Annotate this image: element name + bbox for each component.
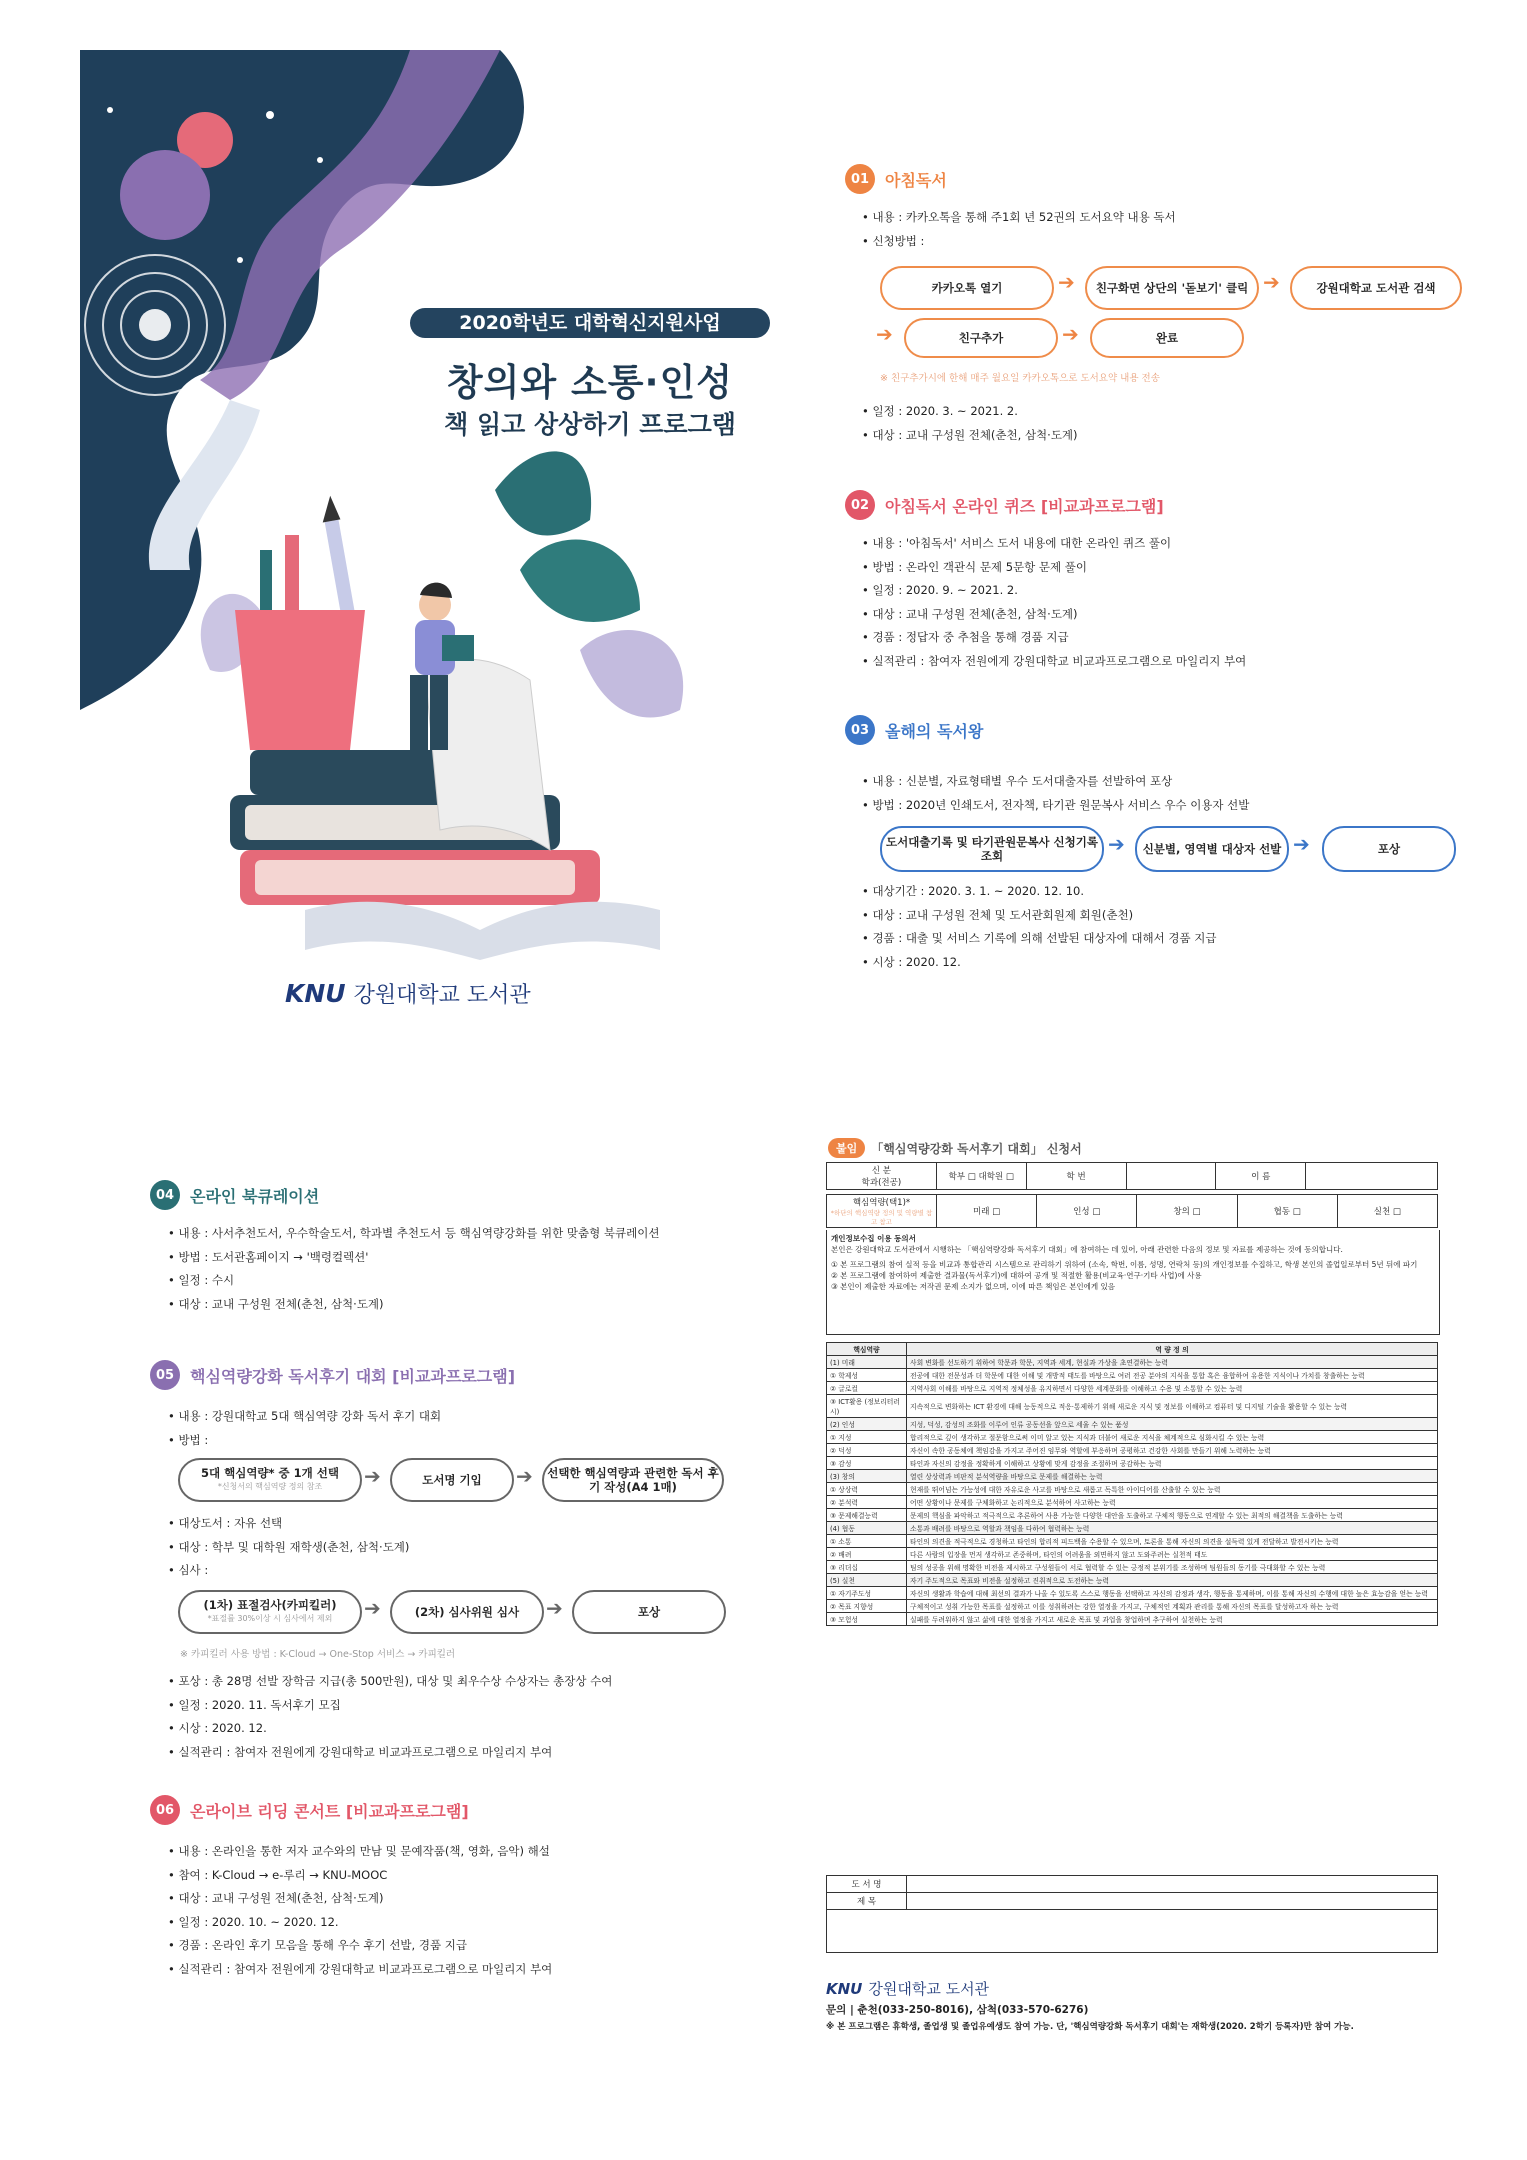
bullet-item: • 실적관리 : 참여자 전원에게 강원대학교 비교과프로그램으로 마일리지 부여: [862, 650, 1246, 674]
book-title-field[interactable]: [907, 1876, 1438, 1893]
major-label: 학과(전공): [861, 1178, 902, 1188]
flow-step: 완료: [1090, 318, 1244, 358]
leaf-teal: [495, 451, 591, 535]
table-row: [827, 1876, 1438, 1893]
consent-title: 개인정보수집 이용 동의서: [831, 1234, 916, 1243]
definition-row: [827, 1483, 1438, 1496]
bullet-item: • 일정 : 2020. 11. 독서후기 모집: [168, 1694, 612, 1718]
competency-name: ① 지성: [827, 1431, 907, 1444]
bullet-item: • 참여 : K-Cloud → e-루리 → KNU-MOOC: [168, 1864, 552, 1888]
section-number: 02: [845, 490, 875, 520]
competency-name: ② 글로컬: [827, 1382, 907, 1395]
cover-logo: [285, 978, 531, 1009]
definition-row: [827, 1522, 1438, 1535]
definition-row: [827, 1600, 1438, 1613]
bullet-item: • 방법 : 도서관홈페이지 → '백령컬렉션': [168, 1246, 659, 1270]
bullet-item: • 경품 : 정답자 중 추첨을 통해 경품 지급: [862, 626, 1246, 650]
section-06-details: [168, 1840, 552, 1981]
application-info-table: [826, 1162, 1438, 1190]
student-id-field[interactable]: [1126, 1163, 1216, 1190]
table-row: [827, 1893, 1438, 1910]
section-04-header: [150, 1180, 319, 1210]
definition-row: [827, 1356, 1438, 1369]
definition-row: [827, 1369, 1438, 1382]
definition-row: [827, 1470, 1438, 1483]
consent-line: ③ 본인이 제출한 자료에는 저작권 문제 소지가 없으며, 이에 따른 책임은 본인에게 있음: [831, 1282, 1116, 1291]
competency-option[interactable]: 창의 □: [1137, 1195, 1237, 1228]
bullet-item: • 신청방법 :: [862, 230, 1176, 254]
competency-option[interactable]: 미래 □: [937, 1195, 1037, 1228]
competency-name: ③ 감성: [827, 1457, 907, 1470]
table-row: [827, 1163, 1438, 1190]
definition-row: [827, 1395, 1438, 1418]
competency-name: ① 소통: [827, 1535, 907, 1548]
competency-definition: 사회 변화를 선도하기 위하여 학문과 학문, 지역과 세계, 현실과 가상을 초연결하는 능력: [907, 1356, 1438, 1369]
form-footnote: ※ 본 프로그램은 휴학생, 졸업생 및 졸업유예생도 참여 가능. 단, '핵심역량강화 독서후기 대회'는 재학생(2020. 2학기 등록자)만 참여 가능.: [826, 2022, 1354, 2032]
definition-row: [827, 1382, 1438, 1395]
section-01-note: ※ 친구추가시에 한해 매주 월요일 카카오톡으로 도서요약 내용 전송: [880, 373, 1160, 384]
book-info-table: [826, 1875, 1438, 1953]
competency-name: (4) 협동: [827, 1522, 907, 1535]
section-number: 05: [150, 1360, 180, 1390]
bullet-item: • 대상 : 교내 구성원 전체(춘천, 삼척·도계): [168, 1293, 659, 1317]
library-name: 강원대학교 도서관: [868, 1980, 990, 1998]
bullet-item: • 일정 : 2020. 3. ~ 2021. 2.: [862, 400, 1078, 424]
competency-name: ① 학제성: [827, 1369, 907, 1382]
competency-definition-table: [826, 1342, 1438, 1626]
flow-step: [178, 1458, 362, 1502]
book-title-label: 도 서 명: [827, 1876, 907, 1893]
arrow-right-icon: ➔: [364, 1464, 381, 1488]
competency-option[interactable]: 인성 □: [1037, 1195, 1137, 1228]
planet-purple: [120, 150, 210, 240]
competency-definition: 자신의 생활과 학습에 대해 최선의 결과가 나올 수 있도록 스스로 행동을 선택하고 자신의 감정과 생각, 행동을 통제하며, 이를 통해 자신의 수행에 대한 높은 효능감을 얻는 능력: [907, 1587, 1438, 1600]
competency-definition: 문제의 핵심을 파악하고 적극적으로 추론하여 사용 가능한 다양한 대안을 도출하고 구체적 행동으로 연계할 수 있는 최적의 해결책을 도출하는 능력: [907, 1509, 1438, 1522]
bullet-item: • 내용 : 강원대학교 5대 핵심역량 강화 독서 후기 대회: [168, 1405, 441, 1429]
definition-row: [827, 1431, 1438, 1444]
leaf-purple: [580, 630, 683, 718]
arrow-right-icon: ➔: [364, 1596, 381, 1620]
section-title: 온라인 북큐레이션: [190, 1186, 320, 1206]
consent-line: ② 본 프로그램에 참여하여 제출한 결과물(독서후기)에 대하여 공개 및 적절한 활용(비교육·연구·기타 사업)에 사용: [831, 1271, 1202, 1280]
section-title: 온라이브 리딩 콘서트 [비교과프로그램]: [190, 1801, 469, 1821]
competency-label: [827, 1195, 937, 1228]
arrow-right-icon: ➔: [516, 1464, 533, 1488]
bullet-item: • 대상 : 학부 및 대학원 재학생(춘천, 삼척·도계): [168, 1536, 409, 1560]
flow-step: (2차) 심사위원 심사: [390, 1590, 544, 1634]
identity-label-main: 신 분: [871, 1166, 891, 1176]
bullet-item: • 대상 : 교내 구성원 전체(춘천, 삼척·도계): [862, 424, 1078, 448]
definition-row: [827, 1587, 1438, 1600]
definition-row: [827, 1535, 1438, 1548]
flow-step: 신분별, 영역별 대상자 선발: [1135, 826, 1289, 872]
section-number: 06: [150, 1795, 180, 1825]
competency-name: (3) 창의: [827, 1470, 907, 1483]
competency-definition: 현재를 뛰어넘는 가능성에 대한 자유로운 사고를 바탕으로 새롭고 독특한 아이디어를 산출할 수 있는 능력: [907, 1483, 1438, 1496]
definition-row: [827, 1613, 1438, 1626]
flow-step: 친구추가: [904, 318, 1058, 358]
arrow-right-icon: ➔: [1108, 832, 1125, 856]
identity-options: 학부 □ 대학원 □: [936, 1163, 1026, 1190]
definition-row: [827, 1444, 1438, 1457]
competency-definition: 합리적으로 깊이 생각하고 절문함으로써 이미 알고 있는 지식과 더불어 새로운 지식을 체계적으로 심화시킬 수 있는 능력: [907, 1431, 1438, 1444]
bullet-item: • 포상 : 총 28명 선발 장학금 지급(총 500만원), 대상 및 최우수상 수상자는 총장상 수여: [168, 1670, 612, 1694]
consent-box: [826, 1230, 1440, 1335]
arrow-right-icon: ➔: [1062, 322, 1079, 346]
column-header: 역 량 정 의: [907, 1343, 1438, 1356]
competency-definition: 다른 사람의 입장을 먼저 생각하고 존중하며, 타인의 어려움을 외면하지 않고 도와주려는 실천적 태도: [907, 1548, 1438, 1561]
section-title: 올해의 독서왕: [885, 721, 984, 741]
definition-body: [827, 1343, 1438, 1626]
competency-option[interactable]: 협동 □: [1237, 1195, 1337, 1228]
reader-book: [442, 635, 474, 661]
bullet-item: • 방법 : 온라인 객관식 문제 5문항 문제 풀이: [862, 556, 1246, 580]
competency-name: ③ ICT활용 (정보리터러시): [827, 1395, 907, 1418]
library-name: 강원대학교 도서관: [353, 983, 531, 1008]
flow-step: 도서명 기입: [390, 1458, 514, 1502]
student-id-label: 학 번: [1026, 1163, 1126, 1190]
competency-choice-table: [826, 1194, 1438, 1228]
section-06-header: [150, 1795, 469, 1825]
star-dot: [237, 257, 243, 263]
competency-definition: 타인의 의견을 적극적으로 경청하고 타인의 합리적 피드백을 수용할 수 있으며, 토론을 통해 자신의 의견을 설득력 있게 전달하고 발전시키는 능력: [907, 1535, 1438, 1548]
bullet-item: • 대상기간 : 2020. 3. 1. ~ 2020. 12. 10.: [862, 880, 1216, 904]
flow-step-label: (1차) 표절검사(카피킬러): [203, 1598, 337, 1612]
competency-definition: 전공에 대한 전문성과 더 학문에 대한 이해 및 개방적 태도를 바탕으로 여러 전공 분야의 지식을 통합 혹은 융합하여 유용한 지식이나 가치를 창출하는 능력: [907, 1369, 1438, 1382]
bullet-item: • 일정 : 2020. 9. ~ 2021. 2.: [862, 579, 1246, 603]
section-01-intro: [862, 206, 1176, 253]
name-field[interactable]: [1306, 1163, 1438, 1190]
section-number: 04: [150, 1180, 180, 1210]
star-dot: [266, 111, 274, 119]
definition-row: [827, 1418, 1438, 1431]
arrow-right-icon: ➔: [1263, 270, 1280, 294]
bullet-item: • 대상 : 교내 구성원 전체(춘천, 삼척·도계): [862, 603, 1246, 627]
competency-name: ③ 리더십: [827, 1561, 907, 1574]
competency-definition: 자신이 속한 공동체에 책임감을 가지고 주어진 임무와 역할에 부응하며 공평하고 건강한 사회를 만들기 위해 노력하는 능력: [907, 1444, 1438, 1457]
cover-subtitle: 책 읽고 상상하기 프로그램: [444, 410, 736, 439]
competency-name: ③ 모험성: [827, 1613, 907, 1626]
definition-row: [827, 1561, 1438, 1574]
section-01-header: [845, 164, 947, 194]
table-row: [827, 1910, 1438, 1953]
section-05-details: [168, 1512, 409, 1583]
definition-row: [827, 1574, 1438, 1587]
competency-name: ① 자기주도성: [827, 1587, 907, 1600]
arrow-right-icon: ➔: [1293, 832, 1310, 856]
section-03-header: [845, 715, 983, 745]
bullet-item: • 경품 : 대출 및 서비스 기록에 의해 선발된 대상자에 대해서 경품 지급: [862, 927, 1216, 951]
definition-row: [827, 1548, 1438, 1561]
section-03-intro: [862, 770, 1249, 817]
definition-row: [827, 1457, 1438, 1470]
bullet-item: • 방법 :: [168, 1429, 441, 1453]
bullet-item: • 대상 : 교내 구성원 전체 및 도서관회원제 회원(춘천): [862, 904, 1216, 928]
bullet-item: • 대상도서 : 자유 선택: [168, 1512, 409, 1536]
competency-name: (1) 미래: [827, 1356, 907, 1369]
cover-page: [80, 50, 770, 1050]
star-dot: [107, 107, 113, 113]
competency-label-sub: *하단의 핵심역량 정의 및 역량별 참고 참고: [830, 1209, 933, 1226]
star-dot: [317, 157, 323, 163]
bullet-item: • 시상 : 2020. 12.: [862, 951, 1216, 975]
pencil-cup: [235, 610, 365, 750]
contact-info: 문의 | 춘천(033-250-8016), 삼척(033-570-6276): [826, 2004, 1089, 2016]
flow-step: 포상: [1322, 826, 1456, 872]
bullet-item: • 일정 : 수시: [168, 1269, 659, 1293]
competency-definition: 자기 주도적으로 목표와 비전을 설정하고 진취적으로 도전하는 능력: [907, 1574, 1438, 1587]
column-header: 핵심역량: [827, 1343, 907, 1356]
bullet-item: • 실적관리 : 참여자 전원에게 강원대학교 비교과프로그램으로 마일리지 부여: [168, 1958, 552, 1982]
competency-definition: 구체적이고 성취 가능한 목표를 설정하고 이를 성취하려는 강한 열정을 가지고, 구체적인 계획과 관리를 통해 자신의 목표를 달성하고자 하는 능력: [907, 1600, 1438, 1613]
cover-title: 창의와 소통·인성: [446, 361, 734, 404]
arrow-right-icon: ➔: [546, 1596, 563, 1620]
competency-definition: 지속적으로 변화하는 ICT 환경에 대해 능동적으로 적응·통제하기 위해 새로운 지식 및 정보를 이해하고 컴퓨터 및 디지털 기술을 활용할 수 있는 능력: [907, 1395, 1438, 1418]
section-title: 아침독서 온라인 퀴즈 [비교과프로그램]: [885, 496, 1164, 516]
form-title: 「핵심역량강화 독서후기 대회」 신청서: [871, 1141, 1082, 1156]
section-01-details: [862, 400, 1078, 447]
arrow-right-icon: ➔: [1058, 270, 1075, 294]
competency-name: ① 상상력: [827, 1483, 907, 1496]
leaf-teal: [520, 539, 640, 622]
subject-label: 제 목: [827, 1893, 907, 1910]
bullet-item: • 경품 : 온라인 후기 모음을 통해 우수 후기 선발, 경품 지급: [168, 1934, 552, 1958]
section-05-header: [150, 1360, 515, 1390]
review-body-field[interactable]: [827, 1910, 1438, 1953]
table-row: [827, 1195, 1438, 1228]
section-05-results: [168, 1670, 612, 1764]
flow-step: 도서대출기록 및 타기관원문복사 신청기록 조회: [880, 826, 1104, 872]
flow-step: 강원대학교 도서관 검색: [1290, 266, 1462, 310]
section-02-header: [845, 490, 1164, 520]
bullet-item: • 대상 : 교내 구성원 전체(춘천, 삼척·도계): [168, 1887, 552, 1911]
subject-field[interactable]: [907, 1893, 1438, 1910]
section-04-details: [168, 1222, 659, 1316]
competency-name: (5) 실천: [827, 1574, 907, 1587]
cover-badge: 2020학년도 대학혁신지원사업: [410, 308, 770, 338]
bullet-item: • 내용 : 온라인을 통한 저자 교수와의 만남 및 문예작품(책, 영화, 음악) 해설: [168, 1840, 552, 1864]
section-title: 아침독서: [885, 170, 947, 190]
competency-name: ② 분석력: [827, 1496, 907, 1509]
competency-definition: 열린 상상력과 비판적 분석역량을 바탕으로 문제를 해결하는 능력: [907, 1470, 1438, 1483]
competency-definition: 타인과 자신의 감정을 정확하게 이해하고 상황에 맞게 감정을 조절하며 공감하는 능력: [907, 1457, 1438, 1470]
competency-definition: 팀의 성공을 위해 명확한 비전을 제시하고 구성원들이 서로 협력할 수 있는 긍정적 분위기를 조성하며 팀원들의 동기를 극대화할 수 있는 능력: [907, 1561, 1438, 1574]
name-label: 이 름: [1216, 1163, 1306, 1190]
definition-row: [827, 1509, 1438, 1522]
competency-option[interactable]: 실천 □: [1337, 1195, 1437, 1228]
section-05-intro: [168, 1405, 441, 1452]
competency-name: ③ 문제해결능력: [827, 1509, 907, 1522]
bullet-item: • 내용 : 카카오톡을 통해 주1회 년 52권의 도서요약 내용 독서: [862, 206, 1176, 230]
bullet-item: • 실적관리 : 참여자 전원에게 강원대학교 비교과프로그램으로 마일리지 부여: [168, 1741, 612, 1765]
section-03-details: [862, 880, 1216, 974]
bullet-item: • 심사 :: [168, 1559, 409, 1583]
definition-row: [827, 1496, 1438, 1509]
form-tag: 붙임: [828, 1138, 865, 1158]
section-05-note: ※ 카피킬러 사용 방법 : K-Cloud → One-Stop 서비스 → 카피킬러: [180, 1649, 456, 1660]
bullet-item: • 내용 : 사서추천도서, 우수학술도서, 학과별 추천도서 등 핵심역량강화를 위한 맞춤형 북큐레이션: [168, 1222, 659, 1246]
bullet-item: • 내용 : 신분별, 자료형태별 우수 도서대출자를 선발하여 포상: [862, 770, 1249, 794]
knu-logo-mark: KNU: [826, 1980, 863, 1998]
competency-definition: 실패를 두려워하지 않고 삶에 대한 열정을 가지고 새로운 목표 및 과업을 창업하며 추구하여 실천하는 능력: [907, 1613, 1438, 1626]
arrow-right-icon: ➔: [876, 322, 893, 346]
flow-step: [178, 1590, 362, 1634]
flow-step-sub: *표절률 30%이상 시 심사에서 제외: [207, 1614, 333, 1623]
table-header-row: [827, 1343, 1438, 1356]
cover-illustration: [80, 50, 770, 1050]
competency-definition: 소통과 배려를 바탕으로 역할과 책임을 다하여 협력하는 능력: [907, 1522, 1438, 1535]
competency-label-main: 핵심역량(택1)*: [852, 1198, 911, 1208]
section-number: 03: [845, 715, 875, 745]
section-number: 01: [845, 164, 875, 194]
bullet-item: • 일정 : 2020. 10. ~ 2020. 12.: [168, 1911, 552, 1935]
competency-name: ② 배려: [827, 1548, 907, 1561]
section-title: 핵심역량강화 독서후기 대회 [비교과프로그램]: [190, 1366, 516, 1386]
consent-line: ① 본 프로그램의 참여 실적 등을 비교과 통합관리 시스템으로 관리하기 위하여 (소속, 학번, 이름, 성명, 연락처 등)의 개인정보를 수집하고, 학생 본인의 졸업일로부터 5년 뒤에 파기: [831, 1260, 1418, 1269]
flow-step-sub: *신청서의 핵심역량 정의 참조: [217, 1482, 323, 1491]
competency-definition: 지성, 덕성, 감성의 조화를 이루어 인류 공동선을 앞으로 세울 수 있는 품성: [907, 1418, 1438, 1431]
flow-step-label: 5대 핵심역량* 중 1개 선택: [200, 1466, 339, 1480]
competency-definition: 어떤 상황이나 문제를 구체화하고 논리적으로 분석하여 사고하는 능력: [907, 1496, 1438, 1509]
flow-step: 친구화면 상단의 '돋보기' 클릭: [1085, 266, 1259, 310]
open-book: [305, 902, 660, 960]
flow-step: 선택한 핵심역량과 관련한 독서 후기 작성(A4 1매): [542, 1458, 724, 1502]
form-header: [828, 1138, 1082, 1158]
flow-step: 포상: [572, 1590, 726, 1634]
bullet-item: • 내용 : '아침독서' 서비스 도서 내용에 대한 온라인 퀴즈 풀이: [862, 532, 1246, 556]
identity-label: [827, 1163, 937, 1190]
competency-name: ② 목표 지향성: [827, 1600, 907, 1613]
competency-name: ② 덕성: [827, 1444, 907, 1457]
section-02-details: [862, 532, 1246, 673]
consent-line: 본인은 강원대학교 도서관에서 시행하는 「핵심역량강화 독서후기 대회」에 참여하는 데 있어, 아래 관련한 다음의 정보 및 자료를 제공하는 것에 동의합니다.: [831, 1245, 1343, 1254]
competency-name: (2) 인성: [827, 1418, 907, 1431]
competency-definition: 지역사회 이해를 바탕으로 지역적 정체성을 유지하면서 다양한 세계문화를 이해하고 수용 및 소통할 수 있는 능력: [907, 1382, 1438, 1395]
knu-logo-mark: KNU: [285, 979, 346, 1008]
form-logo: [826, 1978, 989, 1999]
bullet-item: • 방법 : 2020년 인쇄도서, 전자책, 타기관 원문복사 서비스 우수 이용자 선발: [862, 794, 1249, 818]
flow-step: 카카오톡 열기: [880, 266, 1054, 310]
bullet-item: • 시상 : 2020. 12.: [168, 1717, 612, 1741]
